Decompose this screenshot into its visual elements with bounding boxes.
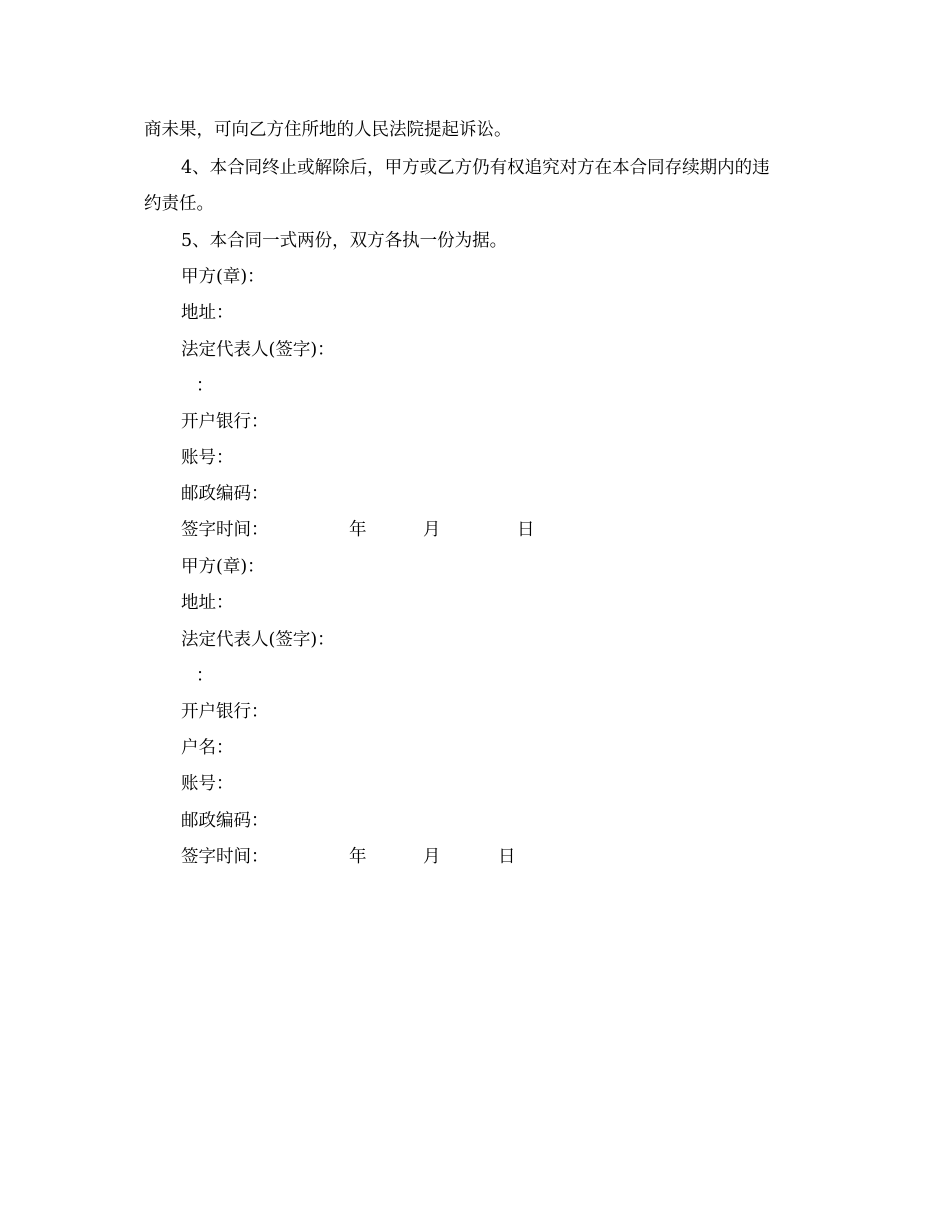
party2-bank-label: 开户银行： (181, 702, 269, 722)
party2-sign-time-label: 签字时间： (181, 847, 269, 867)
clause-4-line-2: 约责任。 (144, 194, 214, 214)
party2-postcode-label: 邮政编码： (181, 811, 269, 831)
party1-day-label: 日 (517, 520, 535, 540)
party2-year-label: 年 (349, 847, 367, 867)
party2-month-label: 月 (423, 847, 441, 867)
paragraph-continuation: 商未果，可向乙方住所地的人民法院提起诉讼。 (144, 120, 512, 140)
party2-day-label: 日 (498, 847, 516, 867)
party2-address-label: 地址： (181, 593, 234, 613)
clause-4-line-1: 4、本合同终止或解除后，甲方或乙方仍有权追究对方在本合同存续期内的违 (181, 158, 770, 178)
party1-colon-label: ： (196, 376, 214, 396)
party2-legal-rep-label: 法定代表人(签字)： (181, 630, 335, 650)
party1-legal-rep-label: 法定代表人(签字)： (181, 340, 335, 360)
party1-bank-label: 开户银行： (181, 412, 269, 432)
party2-account-label: 账号： (181, 774, 234, 794)
party1-month-label: 月 (423, 520, 441, 540)
party1-sign-time-label: 签字时间： (181, 520, 269, 540)
party1-postcode-label: 邮政编码： (181, 484, 269, 504)
clause-5: 5、本合同一式两份，双方各执一份为据。 (181, 231, 508, 251)
party1-seal-label: 甲方(章)： (181, 267, 265, 287)
party1-account-label: 账号： (181, 448, 234, 468)
party2-seal-label: 甲方(章)： (181, 557, 265, 577)
party2-colon-label: ： (196, 666, 214, 686)
party1-address-label: 地址： (181, 303, 234, 323)
party2-account-name-label: 户名： (181, 738, 234, 758)
party1-year-label: 年 (349, 520, 367, 540)
